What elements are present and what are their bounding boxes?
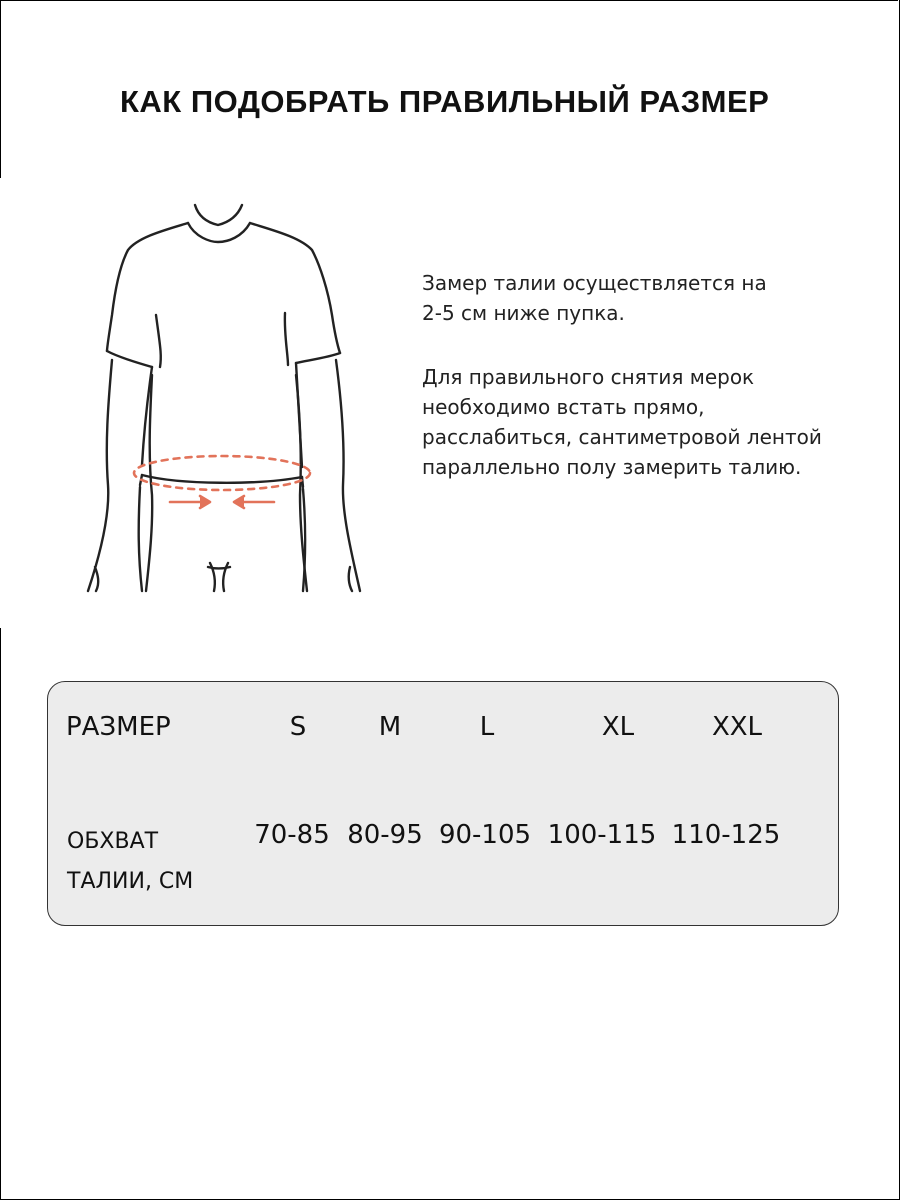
waist-m: 80-95 — [347, 820, 423, 850]
instruction-line: 2-5 см ниже пупка. — [422, 301, 625, 325]
instruction-line: расслабиться, сантиметровой лентой — [422, 425, 822, 449]
size-m: M — [378, 712, 402, 742]
waist-s: 70-85 — [254, 820, 330, 850]
size-l: L — [479, 712, 495, 742]
frame-border-top — [0, 0, 898, 1]
size-header-label: РАЗМЕР — [66, 712, 171, 742]
instruction-line: Замер талии осуществляется на — [422, 271, 767, 295]
waist-l: 90-105 — [438, 820, 532, 850]
instruction-line: Для правильного снятия мерок — [422, 365, 755, 389]
instruction-line: необходимо встать прямо, — [422, 395, 705, 419]
torso-outline-icon — [88, 205, 360, 591]
frame-border-left-lower — [0, 628, 1, 1200]
page-title: КАК ПОДОБРАТЬ ПРАВИЛЬНЫЙ РАЗМЕР — [120, 84, 770, 119]
body-measurement-illustration — [60, 195, 380, 595]
frame-border-left-upper — [0, 0, 1, 178]
waist-xxl: 110-125 — [671, 820, 781, 850]
size-table — [47, 681, 839, 926]
waist-label-line-1: ОБХВАТ — [67, 829, 159, 854]
waist-xl: 100-115 — [547, 820, 657, 850]
size-xl: XL — [601, 712, 635, 742]
size-s: S — [289, 712, 307, 742]
instruction-line: параллельно полу замерить талию. — [422, 455, 802, 479]
size-xxl: XXL — [711, 712, 763, 742]
waist-row-label — [67, 822, 193, 902]
instruction-paragraph-1 — [422, 268, 872, 328]
instruction-paragraph-2 — [422, 362, 872, 482]
measurement-instructions — [422, 268, 872, 482]
waist-label-line-2: ТАЛИИ, СМ — [67, 869, 194, 894]
